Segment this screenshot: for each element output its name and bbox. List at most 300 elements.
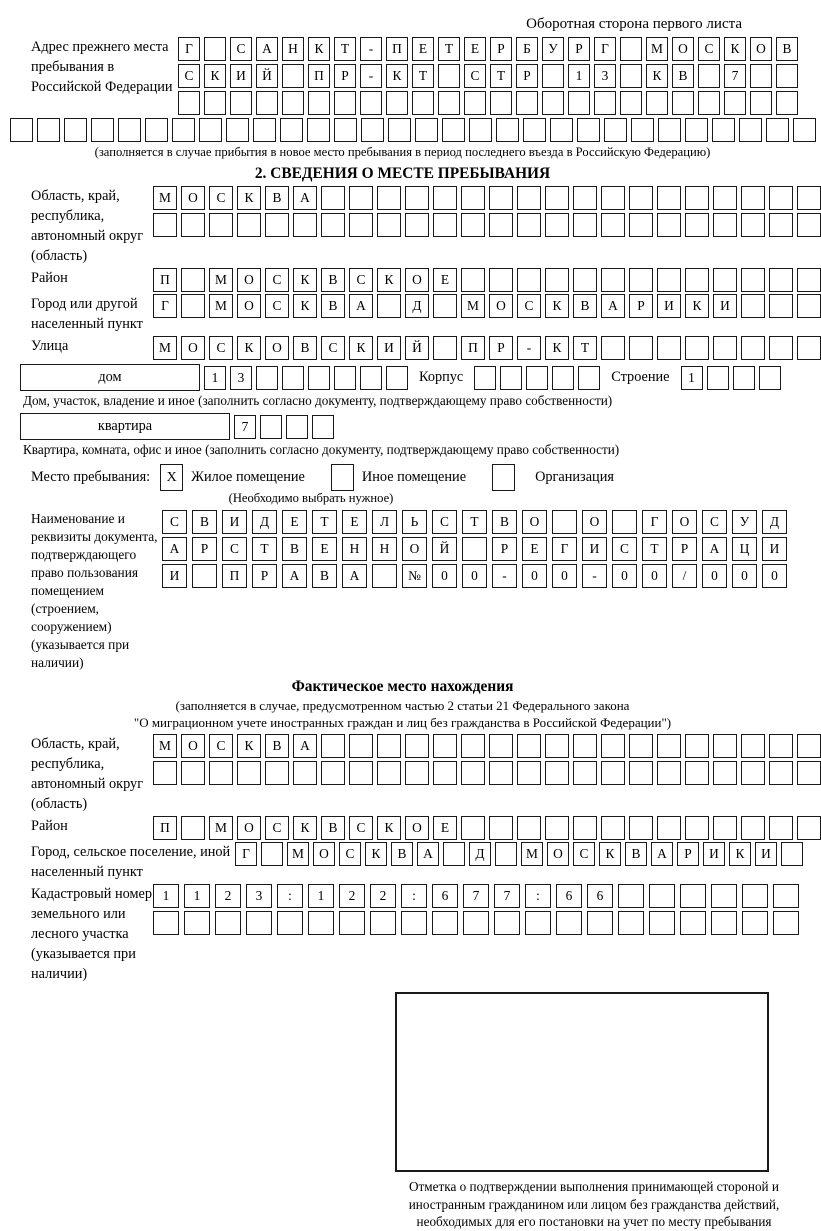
char-cell[interactable] bbox=[442, 118, 465, 142]
char-cell[interactable]: 0 bbox=[732, 564, 757, 588]
char-cell[interactable] bbox=[713, 734, 737, 758]
char-cell[interactable]: Р bbox=[568, 37, 590, 61]
char-cell[interactable] bbox=[265, 213, 289, 237]
char-cell[interactable]: С bbox=[209, 734, 233, 758]
char-cell[interactable] bbox=[277, 911, 303, 935]
char-cell[interactable] bbox=[433, 213, 457, 237]
char-cell[interactable]: 7 bbox=[724, 64, 746, 88]
char-cell[interactable] bbox=[517, 186, 541, 210]
char-cell[interactable] bbox=[226, 118, 249, 142]
char-cell[interactable] bbox=[360, 91, 382, 115]
char-cell[interactable] bbox=[153, 911, 179, 935]
char-cell[interactable] bbox=[741, 186, 765, 210]
char-cell[interactable] bbox=[209, 761, 233, 785]
char-cell[interactable]: О bbox=[237, 294, 261, 318]
char-cell[interactable] bbox=[545, 761, 569, 785]
char-cell[interactable] bbox=[685, 213, 709, 237]
char-cell[interactable]: М bbox=[646, 37, 668, 61]
char-cell[interactable]: 0 bbox=[462, 564, 487, 588]
char-cell[interactable]: М bbox=[209, 816, 233, 840]
char-cell[interactable]: Е bbox=[412, 37, 434, 61]
char-cell[interactable] bbox=[657, 268, 681, 292]
char-cell[interactable]: 2 bbox=[370, 884, 396, 908]
char-cell[interactable]: 6 bbox=[556, 884, 582, 908]
char-cell[interactable]: Е bbox=[433, 268, 457, 292]
char-cell[interactable] bbox=[741, 816, 765, 840]
char-cell[interactable] bbox=[443, 842, 465, 866]
char-cell[interactable]: 6 bbox=[587, 884, 613, 908]
char-cell[interactable] bbox=[178, 91, 200, 115]
char-cell[interactable]: 3 bbox=[594, 64, 616, 88]
char-cell[interactable] bbox=[489, 213, 513, 237]
char-cell[interactable] bbox=[769, 734, 793, 758]
char-cell[interactable]: Е bbox=[282, 510, 307, 534]
char-cell[interactable]: Ь bbox=[402, 510, 427, 534]
char-cell[interactable] bbox=[773, 884, 799, 908]
char-cell[interactable] bbox=[542, 91, 564, 115]
char-cell[interactable] bbox=[334, 91, 356, 115]
char-cell[interactable]: И bbox=[582, 537, 607, 561]
char-cell[interactable] bbox=[759, 366, 781, 390]
char-cell[interactable]: У bbox=[732, 510, 757, 534]
char-cell[interactable] bbox=[724, 91, 746, 115]
char-cell[interactable] bbox=[545, 816, 569, 840]
char-cell[interactable]: Е bbox=[464, 37, 486, 61]
char-cell[interactable] bbox=[496, 118, 519, 142]
char-cell[interactable]: Е bbox=[312, 537, 337, 561]
char-cell[interactable] bbox=[685, 734, 709, 758]
char-cell[interactable] bbox=[685, 816, 709, 840]
char-cell[interactable] bbox=[769, 268, 793, 292]
char-cell[interactable] bbox=[631, 118, 654, 142]
char-cell[interactable]: А bbox=[651, 842, 673, 866]
char-cell[interactable]: С bbox=[339, 842, 361, 866]
char-cell[interactable] bbox=[246, 911, 272, 935]
char-cell[interactable] bbox=[711, 911, 737, 935]
char-cell[interactable]: М bbox=[153, 734, 177, 758]
char-cell[interactable] bbox=[433, 186, 457, 210]
char-cell[interactable]: О bbox=[181, 734, 205, 758]
char-cell[interactable]: - bbox=[360, 64, 382, 88]
char-cell[interactable] bbox=[741, 336, 765, 360]
char-cell[interactable]: К bbox=[729, 842, 751, 866]
char-cell[interactable]: С bbox=[230, 37, 252, 61]
char-cell[interactable]: Т bbox=[642, 537, 667, 561]
char-cell[interactable] bbox=[629, 186, 653, 210]
char-cell[interactable]: Н bbox=[372, 537, 397, 561]
char-cell[interactable] bbox=[237, 761, 261, 785]
char-cell[interactable] bbox=[781, 842, 803, 866]
char-cell[interactable]: О bbox=[313, 842, 335, 866]
char-cell[interactable]: С bbox=[349, 816, 373, 840]
char-cell[interactable]: / bbox=[672, 564, 697, 588]
char-cell[interactable] bbox=[312, 415, 334, 439]
char-cell[interactable]: О bbox=[181, 186, 205, 210]
char-cell[interactable] bbox=[181, 761, 205, 785]
char-cell[interactable] bbox=[649, 911, 675, 935]
char-cell[interactable]: Р bbox=[672, 537, 697, 561]
char-cell[interactable]: А bbox=[293, 186, 317, 210]
char-cell[interactable] bbox=[349, 761, 373, 785]
char-cell[interactable] bbox=[601, 268, 625, 292]
char-cell[interactable] bbox=[438, 91, 460, 115]
char-cell[interactable]: 1 bbox=[681, 366, 703, 390]
char-cell[interactable] bbox=[629, 816, 653, 840]
char-cell[interactable]: К bbox=[237, 186, 261, 210]
char-cell[interactable] bbox=[797, 186, 821, 210]
char-cell[interactable]: О bbox=[405, 268, 429, 292]
char-cell[interactable] bbox=[265, 761, 289, 785]
char-cell[interactable]: Г bbox=[552, 537, 577, 561]
char-cell[interactable]: К bbox=[365, 842, 387, 866]
char-cell[interactable] bbox=[349, 734, 373, 758]
char-cell[interactable]: А bbox=[342, 564, 367, 588]
char-cell[interactable] bbox=[545, 268, 569, 292]
char-cell[interactable]: № bbox=[402, 564, 427, 588]
char-cell[interactable] bbox=[578, 366, 600, 390]
char-cell[interactable] bbox=[545, 186, 569, 210]
char-cell[interactable] bbox=[629, 761, 653, 785]
char-cell[interactable] bbox=[517, 734, 541, 758]
char-cell[interactable] bbox=[713, 213, 737, 237]
char-cell[interactable]: К bbox=[204, 64, 226, 88]
char-cell[interactable] bbox=[516, 91, 538, 115]
char-cell[interactable] bbox=[461, 268, 485, 292]
char-cell[interactable]: Г bbox=[178, 37, 200, 61]
char-cell[interactable]: О bbox=[489, 294, 513, 318]
char-cell[interactable] bbox=[321, 734, 345, 758]
char-cell[interactable] bbox=[10, 118, 33, 142]
char-cell[interactable] bbox=[773, 911, 799, 935]
char-cell[interactable]: - bbox=[517, 336, 541, 360]
char-cell[interactable] bbox=[153, 761, 177, 785]
char-cell[interactable]: Р bbox=[192, 537, 217, 561]
char-cell[interactable] bbox=[464, 91, 486, 115]
char-cell[interactable]: 1 bbox=[308, 884, 334, 908]
char-cell[interactable] bbox=[698, 64, 720, 88]
char-cell[interactable] bbox=[461, 213, 485, 237]
char-cell[interactable]: Н bbox=[342, 537, 367, 561]
char-cell[interactable] bbox=[433, 761, 457, 785]
char-cell[interactable]: - bbox=[360, 37, 382, 61]
char-cell[interactable] bbox=[658, 118, 681, 142]
char-cell[interactable]: К bbox=[386, 64, 408, 88]
char-cell[interactable] bbox=[741, 734, 765, 758]
char-cell[interactable]: Е bbox=[433, 816, 457, 840]
char-cell[interactable]: 7 bbox=[494, 884, 520, 908]
char-cell[interactable]: А bbox=[256, 37, 278, 61]
char-cell[interactable] bbox=[769, 213, 793, 237]
char-cell[interactable]: К bbox=[545, 294, 569, 318]
char-cell[interactable] bbox=[461, 761, 485, 785]
char-cell[interactable] bbox=[282, 91, 304, 115]
char-cell[interactable]: И bbox=[162, 564, 187, 588]
char-cell[interactable]: 0 bbox=[642, 564, 667, 588]
char-cell[interactable] bbox=[405, 213, 429, 237]
char-cell[interactable] bbox=[377, 186, 401, 210]
char-cell[interactable] bbox=[618, 884, 644, 908]
char-cell[interactable]: К bbox=[599, 842, 621, 866]
char-cell[interactable]: С bbox=[209, 186, 233, 210]
char-cell[interactable] bbox=[361, 118, 384, 142]
char-cell[interactable]: 0 bbox=[432, 564, 457, 588]
char-cell[interactable] bbox=[620, 37, 642, 61]
char-cell[interactable] bbox=[489, 761, 513, 785]
char-cell[interactable]: К bbox=[685, 294, 709, 318]
char-cell[interactable] bbox=[769, 294, 793, 318]
char-cell[interactable]: А bbox=[601, 294, 625, 318]
char-cell[interactable]: И bbox=[703, 842, 725, 866]
char-cell[interactable]: К bbox=[237, 734, 261, 758]
char-cell[interactable] bbox=[204, 91, 226, 115]
char-cell[interactable]: О bbox=[750, 37, 772, 61]
char-cell[interactable]: 0 bbox=[522, 564, 547, 588]
char-cell[interactable]: В bbox=[282, 537, 307, 561]
char-cell[interactable]: Р bbox=[492, 537, 517, 561]
char-cell[interactable] bbox=[517, 816, 541, 840]
char-cell[interactable] bbox=[489, 186, 513, 210]
char-cell[interactable] bbox=[474, 366, 496, 390]
char-cell[interactable] bbox=[321, 213, 345, 237]
char-cell[interactable]: В bbox=[192, 510, 217, 534]
char-cell[interactable] bbox=[601, 816, 625, 840]
char-cell[interactable] bbox=[733, 366, 755, 390]
char-cell[interactable]: О bbox=[672, 510, 697, 534]
char-cell[interactable] bbox=[769, 336, 793, 360]
char-cell[interactable]: М bbox=[461, 294, 485, 318]
char-cell[interactable] bbox=[145, 118, 168, 142]
char-cell[interactable]: К bbox=[377, 268, 401, 292]
char-cell[interactable] bbox=[741, 268, 765, 292]
char-cell[interactable] bbox=[91, 118, 114, 142]
char-cell[interactable]: М bbox=[521, 842, 543, 866]
char-cell[interactable]: С bbox=[178, 64, 200, 88]
char-cell[interactable] bbox=[739, 118, 762, 142]
char-cell[interactable] bbox=[685, 118, 708, 142]
char-cell[interactable] bbox=[64, 118, 87, 142]
char-cell[interactable] bbox=[601, 213, 625, 237]
char-cell[interactable] bbox=[573, 761, 597, 785]
char-cell[interactable]: Р bbox=[677, 842, 699, 866]
char-cell[interactable] bbox=[307, 118, 330, 142]
char-cell[interactable] bbox=[649, 884, 675, 908]
char-cell[interactable] bbox=[377, 294, 401, 318]
char-cell[interactable] bbox=[153, 213, 177, 237]
char-cell[interactable] bbox=[282, 64, 304, 88]
char-cell[interactable] bbox=[386, 91, 408, 115]
char-cell[interactable]: 0 bbox=[552, 564, 577, 588]
char-cell[interactable] bbox=[293, 761, 317, 785]
char-cell[interactable]: С bbox=[162, 510, 187, 534]
char-cell[interactable]: 1 bbox=[153, 884, 179, 908]
char-cell[interactable]: К bbox=[724, 37, 746, 61]
char-cell[interactable] bbox=[713, 186, 737, 210]
char-cell[interactable] bbox=[657, 734, 681, 758]
char-cell[interactable] bbox=[657, 761, 681, 785]
char-cell[interactable]: К bbox=[349, 336, 373, 360]
char-cell[interactable]: П bbox=[386, 37, 408, 61]
char-cell[interactable]: В bbox=[321, 294, 345, 318]
char-cell[interactable] bbox=[685, 268, 709, 292]
char-cell[interactable] bbox=[556, 911, 582, 935]
char-cell[interactable]: О bbox=[181, 336, 205, 360]
char-cell[interactable]: Б bbox=[516, 37, 538, 61]
char-cell[interactable]: Й bbox=[256, 64, 278, 88]
char-cell[interactable]: С bbox=[698, 37, 720, 61]
char-cell[interactable] bbox=[172, 118, 195, 142]
char-cell[interactable] bbox=[377, 213, 401, 237]
char-cell[interactable]: П bbox=[153, 268, 177, 292]
char-cell[interactable]: Р bbox=[334, 64, 356, 88]
char-cell[interactable] bbox=[517, 213, 541, 237]
char-cell[interactable] bbox=[199, 118, 222, 142]
char-cell[interactable] bbox=[433, 336, 457, 360]
char-cell[interactable] bbox=[489, 816, 513, 840]
char-cell[interactable] bbox=[601, 761, 625, 785]
char-cell[interactable]: Р bbox=[489, 336, 513, 360]
char-cell[interactable]: Е bbox=[522, 537, 547, 561]
char-cell[interactable]: 1 bbox=[568, 64, 590, 88]
char-cell[interactable]: К bbox=[237, 336, 261, 360]
char-cell[interactable] bbox=[552, 510, 577, 534]
char-cell[interactable] bbox=[37, 118, 60, 142]
char-cell[interactable]: О bbox=[672, 37, 694, 61]
char-cell[interactable]: И bbox=[222, 510, 247, 534]
char-cell[interactable] bbox=[797, 268, 821, 292]
char-cell[interactable]: С bbox=[464, 64, 486, 88]
char-cell[interactable] bbox=[489, 734, 513, 758]
char-cell[interactable] bbox=[573, 268, 597, 292]
char-cell[interactable] bbox=[461, 816, 485, 840]
char-cell[interactable]: Р bbox=[490, 37, 512, 61]
char-cell[interactable]: 0 bbox=[702, 564, 727, 588]
char-cell[interactable]: О bbox=[237, 816, 261, 840]
char-cell[interactable] bbox=[629, 336, 653, 360]
char-cell[interactable] bbox=[370, 911, 396, 935]
char-cell[interactable] bbox=[769, 186, 793, 210]
char-cell[interactable] bbox=[523, 118, 546, 142]
char-cell[interactable]: Й bbox=[432, 537, 457, 561]
char-cell[interactable] bbox=[405, 186, 429, 210]
char-cell[interactable] bbox=[685, 336, 709, 360]
char-cell[interactable]: В bbox=[265, 186, 289, 210]
char-cell[interactable]: - bbox=[492, 564, 517, 588]
char-cell[interactable]: К bbox=[293, 816, 317, 840]
char-cell[interactable]: : bbox=[401, 884, 427, 908]
char-cell[interactable] bbox=[388, 118, 411, 142]
char-cell[interactable]: В bbox=[265, 734, 289, 758]
char-cell[interactable] bbox=[797, 336, 821, 360]
char-cell[interactable] bbox=[657, 213, 681, 237]
char-cell[interactable]: 6 bbox=[432, 884, 458, 908]
char-cell[interactable] bbox=[741, 294, 765, 318]
char-cell[interactable] bbox=[776, 64, 798, 88]
char-cell[interactable]: К bbox=[293, 294, 317, 318]
char-cell[interactable]: Д bbox=[405, 294, 429, 318]
char-cell[interactable]: В bbox=[312, 564, 337, 588]
char-cell[interactable] bbox=[401, 911, 427, 935]
char-cell[interactable]: С bbox=[612, 537, 637, 561]
char-cell[interactable] bbox=[657, 816, 681, 840]
char-cell[interactable] bbox=[573, 734, 597, 758]
char-cell[interactable] bbox=[601, 734, 625, 758]
char-cell[interactable] bbox=[204, 37, 226, 61]
char-cell[interactable] bbox=[526, 366, 548, 390]
char-cell[interactable]: К bbox=[293, 268, 317, 292]
char-cell[interactable] bbox=[282, 366, 304, 390]
char-cell[interactable] bbox=[461, 734, 485, 758]
char-cell[interactable]: 7 bbox=[234, 415, 256, 439]
char-cell[interactable]: 3 bbox=[246, 884, 272, 908]
char-cell[interactable] bbox=[707, 366, 729, 390]
char-cell[interactable]: М bbox=[153, 336, 177, 360]
char-cell[interactable]: Р bbox=[252, 564, 277, 588]
char-cell[interactable] bbox=[741, 213, 765, 237]
char-cell[interactable] bbox=[215, 911, 241, 935]
char-cell[interactable]: : bbox=[277, 884, 303, 908]
char-cell[interactable] bbox=[620, 91, 642, 115]
char-cell[interactable]: И bbox=[762, 537, 787, 561]
char-cell[interactable]: Д bbox=[252, 510, 277, 534]
char-cell[interactable]: Л bbox=[372, 510, 397, 534]
checkbox-organization[interactable] bbox=[492, 464, 515, 491]
char-cell[interactable] bbox=[308, 91, 330, 115]
char-cell[interactable] bbox=[587, 911, 613, 935]
char-cell[interactable]: П bbox=[222, 564, 247, 588]
char-cell[interactable] bbox=[629, 734, 653, 758]
char-cell[interactable] bbox=[712, 118, 735, 142]
char-cell[interactable] bbox=[646, 91, 668, 115]
char-cell[interactable] bbox=[321, 186, 345, 210]
char-cell[interactable]: 0 bbox=[612, 564, 637, 588]
char-cell[interactable] bbox=[776, 91, 798, 115]
char-cell[interactable]: О bbox=[582, 510, 607, 534]
char-cell[interactable] bbox=[412, 91, 434, 115]
char-cell[interactable] bbox=[672, 91, 694, 115]
char-cell[interactable] bbox=[405, 761, 429, 785]
char-cell[interactable]: С bbox=[432, 510, 457, 534]
char-cell[interactable] bbox=[698, 91, 720, 115]
char-cell[interactable] bbox=[750, 64, 772, 88]
char-cell[interactable] bbox=[517, 268, 541, 292]
char-cell[interactable]: О bbox=[265, 336, 289, 360]
char-cell[interactable]: Р bbox=[516, 64, 538, 88]
char-cell[interactable] bbox=[685, 761, 709, 785]
char-cell[interactable]: 0 bbox=[762, 564, 787, 588]
char-cell[interactable]: Й bbox=[405, 336, 429, 360]
char-cell[interactable] bbox=[181, 816, 205, 840]
char-cell[interactable]: А bbox=[702, 537, 727, 561]
char-cell[interactable]: 7 bbox=[463, 884, 489, 908]
char-cell[interactable] bbox=[494, 911, 520, 935]
char-cell[interactable]: Т bbox=[312, 510, 337, 534]
char-cell[interactable] bbox=[286, 415, 308, 439]
char-cell[interactable]: О bbox=[547, 842, 569, 866]
char-cell[interactable] bbox=[545, 213, 569, 237]
char-cell[interactable] bbox=[577, 118, 600, 142]
char-cell[interactable] bbox=[793, 118, 816, 142]
char-cell[interactable] bbox=[766, 118, 789, 142]
char-cell[interactable] bbox=[256, 91, 278, 115]
char-cell[interactable]: В bbox=[776, 37, 798, 61]
char-cell[interactable]: Г bbox=[594, 37, 616, 61]
char-cell[interactable] bbox=[372, 564, 397, 588]
char-cell[interactable]: Т bbox=[412, 64, 434, 88]
char-cell[interactable] bbox=[542, 64, 564, 88]
char-cell[interactable] bbox=[713, 268, 737, 292]
char-cell[interactable]: О bbox=[405, 816, 429, 840]
char-cell[interactable]: И bbox=[377, 336, 401, 360]
